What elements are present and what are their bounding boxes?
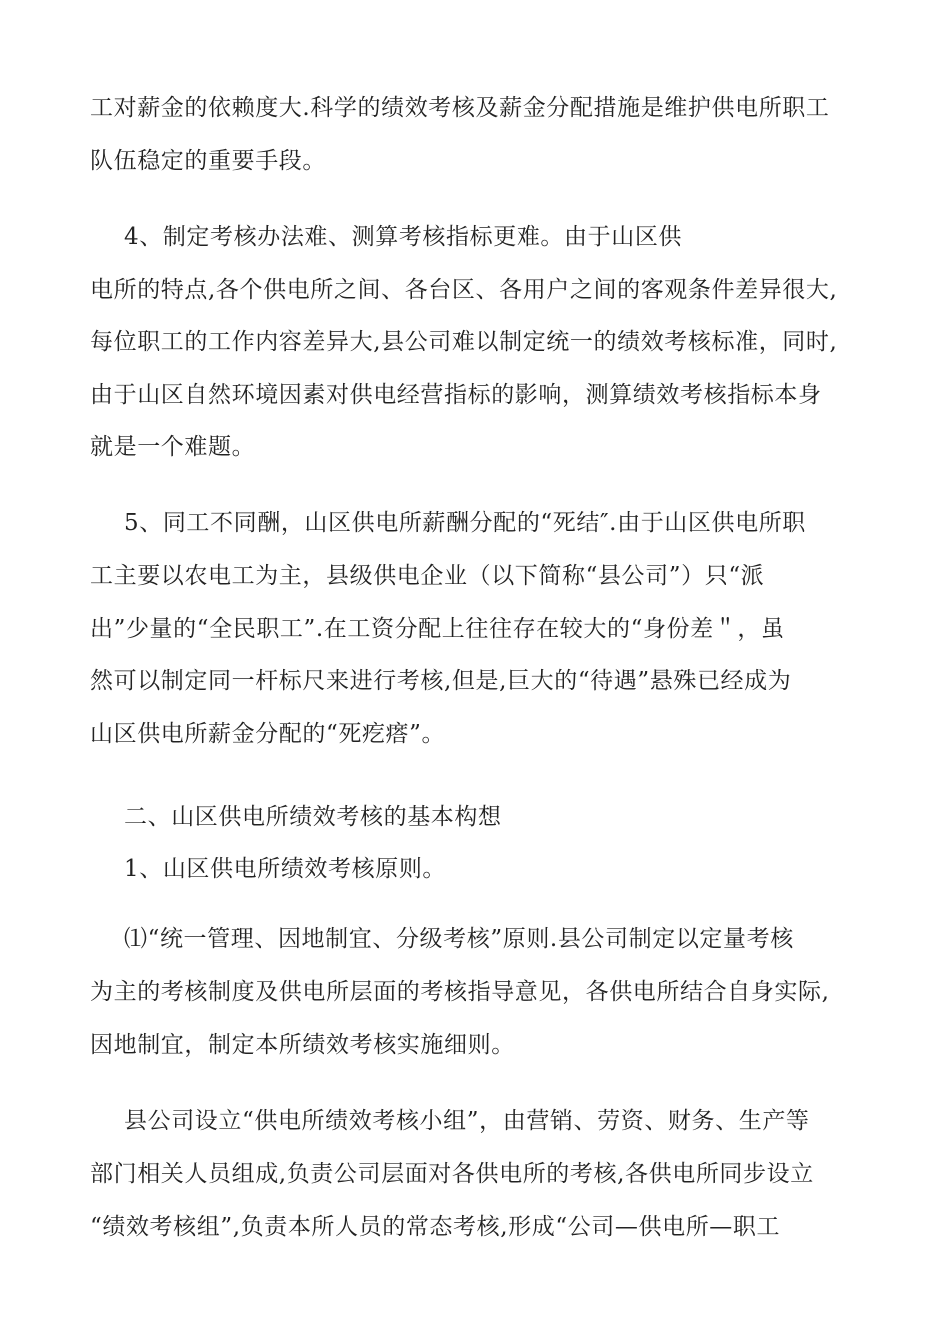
text-line: 就是一个难题。 <box>90 434 256 460</box>
text-line: 工主要以农电工为主，县级供电企业（以下简称“县公司”）只“派 <box>90 563 765 589</box>
text-line: 工对薪金的依赖度大.科学的绩效考核及薪金分配措施是维护供电所职工 <box>90 95 830 121</box>
text-line: 然可以制定同一杆标尺来进行考核,但是,巨大的“待遇”悬殊已经成为 <box>90 668 792 694</box>
text-line: 4、制定考核办法难、测算考核指标更难。由于山区供 <box>124 224 683 250</box>
text-line: 山区供电所薪金分配的“死疙瘩”。 <box>90 721 446 747</box>
text-line: 电所的特点,各个供电所之间、各台区、各用户之间的客观条件差异很大, <box>90 277 838 303</box>
subsection-heading: 1、山区供电所绩效考核原则。 <box>124 856 447 882</box>
text-line: ⑴“统一管理、因地制宜、分级考核”原则.县公司制定以定量考核 <box>124 926 794 952</box>
text-line: 出”少量的“全民职工”.在工资分配上往往存在较大的“身份差＂，虽 <box>90 616 785 642</box>
section-heading: 二、山区供电所绩效考核的基本构想 <box>124 804 502 830</box>
text-line: 为主的考核制度及供电所层面的考核指导意见，各供电所结合自身实际, <box>90 979 830 1005</box>
text-line: 由于山区自然环境因素对供电经营指标的影响，测算绩效考核指标本身 <box>90 382 822 408</box>
text-line: “绩效考核组”,负责本所人员的常态考核,形成“公司—供电所—职工 <box>90 1214 781 1240</box>
text-line: 队伍稳定的重要手段。 <box>90 148 326 174</box>
text-line: 5、同工不同酬，山区供电所薪酬分配的“死结″.由于山区供电所职 <box>124 510 806 536</box>
text-line: 因地制宜，制定本所绩效考核实施细则。 <box>90 1032 515 1058</box>
text-line: 县公司设立“供电所绩效考核小组”，由营销、劳资、财务、生产等 <box>124 1108 810 1134</box>
text-line: 部门相关人员组成,负责公司层面对各供电所的考核,各供电所同步设立 <box>90 1161 814 1187</box>
text-line: 每位职工的工作内容差异大,县公司难以制定统一的绩效考核标准，同时, <box>90 329 838 355</box>
